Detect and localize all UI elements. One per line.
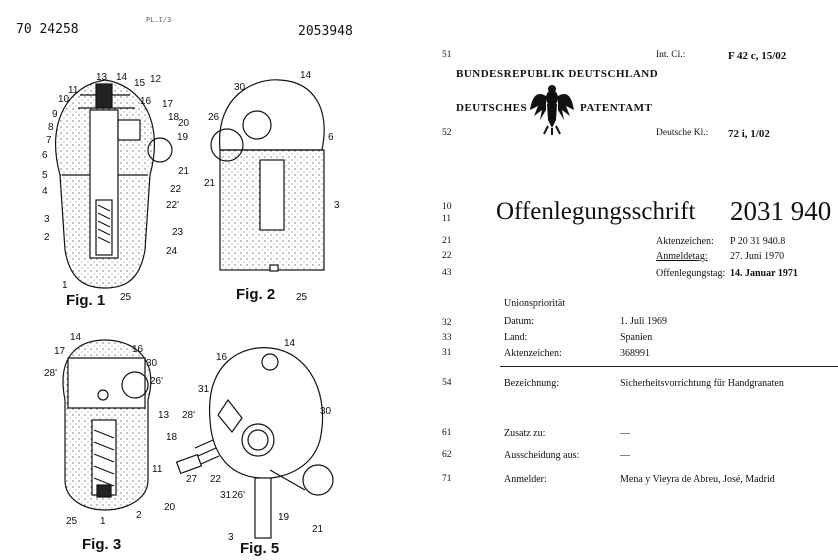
inid-31: 31 — [442, 348, 452, 358]
addition-label: Zusatz zu: — [504, 428, 546, 439]
document-number: 2053948 — [298, 24, 353, 39]
svg-text:25: 25 — [66, 516, 78, 527]
svg-text:2: 2 — [136, 510, 142, 521]
application-number-value: P 20 31 940.8 — [730, 236, 786, 247]
svg-text:26': 26' — [150, 376, 164, 387]
addition-value: — — [620, 428, 630, 439]
inid-43: 43 — [442, 268, 452, 278]
svg-text:16: 16 — [216, 352, 228, 363]
svg-text:3: 3 — [44, 214, 50, 225]
republic-name: BUNDESREPUBLIK DEUTSCHLAND — [456, 68, 659, 80]
figure-2-drawing — [211, 80, 324, 271]
svg-text:14: 14 — [284, 338, 296, 349]
inid-51: 51 — [442, 50, 452, 60]
svg-text:3: 3 — [334, 200, 340, 211]
svg-text:11: 11 — [152, 464, 163, 475]
svg-text:17: 17 — [162, 99, 174, 110]
priority-country-value: Spanien — [620, 332, 653, 343]
svg-text:30: 30 — [146, 358, 158, 369]
figure-5-drawing — [177, 348, 333, 538]
inid-52: 52 — [442, 128, 452, 138]
office-left: DEUTSCHES — [456, 102, 528, 114]
figure-1-drawing — [56, 80, 172, 288]
file-number: 70 24258 — [16, 22, 79, 37]
svg-text:10: 10 — [58, 94, 70, 105]
office-right: PATENTAMT — [580, 102, 653, 114]
svg-text:19: 19 — [177, 132, 189, 143]
svg-text:22: 22 — [170, 184, 182, 195]
section-divider — [500, 366, 838, 367]
svg-text:5: 5 — [42, 170, 48, 181]
designation-value: Sicherheitsvorrichtung für Handgranaten — [620, 378, 784, 389]
figure-3-drawing — [63, 340, 151, 510]
priority-number-value: 368991 — [620, 348, 650, 359]
svg-text:8: 8 — [48, 122, 54, 133]
svg-text:6: 6 — [328, 132, 334, 143]
designation-label: Bezeichnung: — [504, 378, 559, 389]
document-type-title: Offenlegungsschrift — [496, 198, 696, 225]
svg-text:18: 18 — [166, 432, 178, 443]
applicant-label: Anmelder: — [504, 474, 547, 485]
inid-61: 61 — [442, 428, 452, 438]
filing-date-label: Anmeldetag: — [656, 251, 708, 262]
publication-date-label: Offenlegungstag: — [656, 268, 726, 279]
svg-text:24: 24 — [166, 246, 178, 257]
priority-date-label: Datum: — [504, 316, 534, 327]
svg-text:16: 16 — [140, 96, 152, 107]
svg-text:20: 20 — [178, 118, 190, 129]
sheet-mark: PL.I/3 — [146, 16, 172, 24]
svg-text:14: 14 — [70, 332, 82, 343]
inid-71: 71 — [442, 474, 452, 484]
publication-number: 2031 940 — [730, 196, 832, 226]
svg-text:11: 11 — [68, 85, 79, 96]
svg-text:19: 19 — [278, 512, 290, 523]
svg-text:3: 3 — [228, 532, 234, 543]
svg-text:1: 1 — [100, 516, 106, 527]
svg-text:30: 30 — [320, 406, 332, 417]
svg-text:6: 6 — [42, 150, 48, 161]
svg-text:26': 26' — [232, 490, 246, 501]
inid-10: 10 — [442, 202, 452, 212]
svg-text:12: 12 — [150, 74, 162, 85]
svg-text:21: 21 — [178, 166, 190, 177]
svg-text:22': 22' — [166, 200, 180, 211]
publication-date-value: 14. Januar 1971 — [730, 268, 798, 279]
inid-62: 62 — [442, 450, 452, 460]
svg-text:20: 20 — [164, 502, 176, 513]
svg-text:27: 27 — [186, 474, 198, 485]
filing-date-value: 27. Juni 1970 — [730, 251, 785, 262]
division-value: — — [620, 450, 630, 461]
figure-5-label: Fig. 5 — [240, 540, 280, 557]
inid-22: 22 — [442, 251, 452, 261]
svg-text:18: 18 — [168, 112, 180, 123]
svg-text:30: 30 — [234, 82, 246, 93]
svg-text:28': 28' — [44, 368, 58, 379]
priority-date-value: 1. Juli 1969 — [620, 316, 667, 327]
svg-text:15: 15 — [134, 78, 146, 89]
figure-2-label: Fig. 2 — [236, 286, 276, 303]
division-label: Ausscheidung aus: — [504, 450, 580, 461]
priority-country-label: Land: — [504, 332, 528, 343]
svg-text:9: 9 — [52, 109, 58, 120]
svg-text:31: 31 — [220, 490, 232, 501]
int-cl-label: Int. Cl.: — [656, 50, 686, 60]
priority-number-label: Aktenzeichen: — [504, 348, 562, 359]
svg-text:25: 25 — [120, 292, 132, 303]
svg-text:25: 25 — [296, 292, 308, 303]
figure-3-label: Fig. 3 — [82, 536, 122, 553]
svg-text:28': 28' — [182, 410, 196, 421]
svg-text:1: 1 — [62, 280, 68, 291]
inid-21: 21 — [442, 236, 452, 246]
figure-1-label: Fig. 1 — [66, 292, 106, 309]
svg-text:31: 31 — [198, 384, 210, 395]
svg-text:13: 13 — [96, 72, 108, 83]
svg-text:13: 13 — [158, 410, 170, 421]
federal-eagle-icon — [528, 80, 576, 136]
svg-text:16: 16 — [132, 344, 144, 355]
svg-text:21: 21 — [204, 178, 216, 189]
inid-11: 11 — [442, 214, 452, 224]
inid-33: 33 — [442, 333, 452, 343]
applicant-value: Mena y Vieyra de Abreu, José, Madrid — [620, 474, 775, 485]
priority-heading: Unionspriorität — [504, 298, 566, 309]
kl-label: Deutsche Kl.: — [656, 128, 709, 138]
inid-54: 54 — [442, 378, 452, 388]
svg-text:2: 2 — [44, 232, 50, 243]
svg-text:14: 14 — [300, 70, 312, 81]
inid-32: 32 — [442, 318, 452, 328]
svg-text:17: 17 — [54, 346, 66, 357]
svg-text:23: 23 — [172, 227, 184, 238]
svg-text:22: 22 — [210, 474, 222, 485]
kl-value: 72 i, 1/02 — [728, 128, 770, 140]
svg-text:26: 26 — [208, 112, 220, 123]
svg-text:14: 14 — [116, 72, 128, 83]
svg-text:7: 7 — [46, 135, 52, 146]
application-number-label: Aktenzeichen: — [656, 236, 714, 247]
svg-text:4: 4 — [42, 186, 48, 197]
svg-text:21: 21 — [312, 524, 324, 535]
int-cl-value: F 42 c, 15/02 — [728, 50, 787, 62]
